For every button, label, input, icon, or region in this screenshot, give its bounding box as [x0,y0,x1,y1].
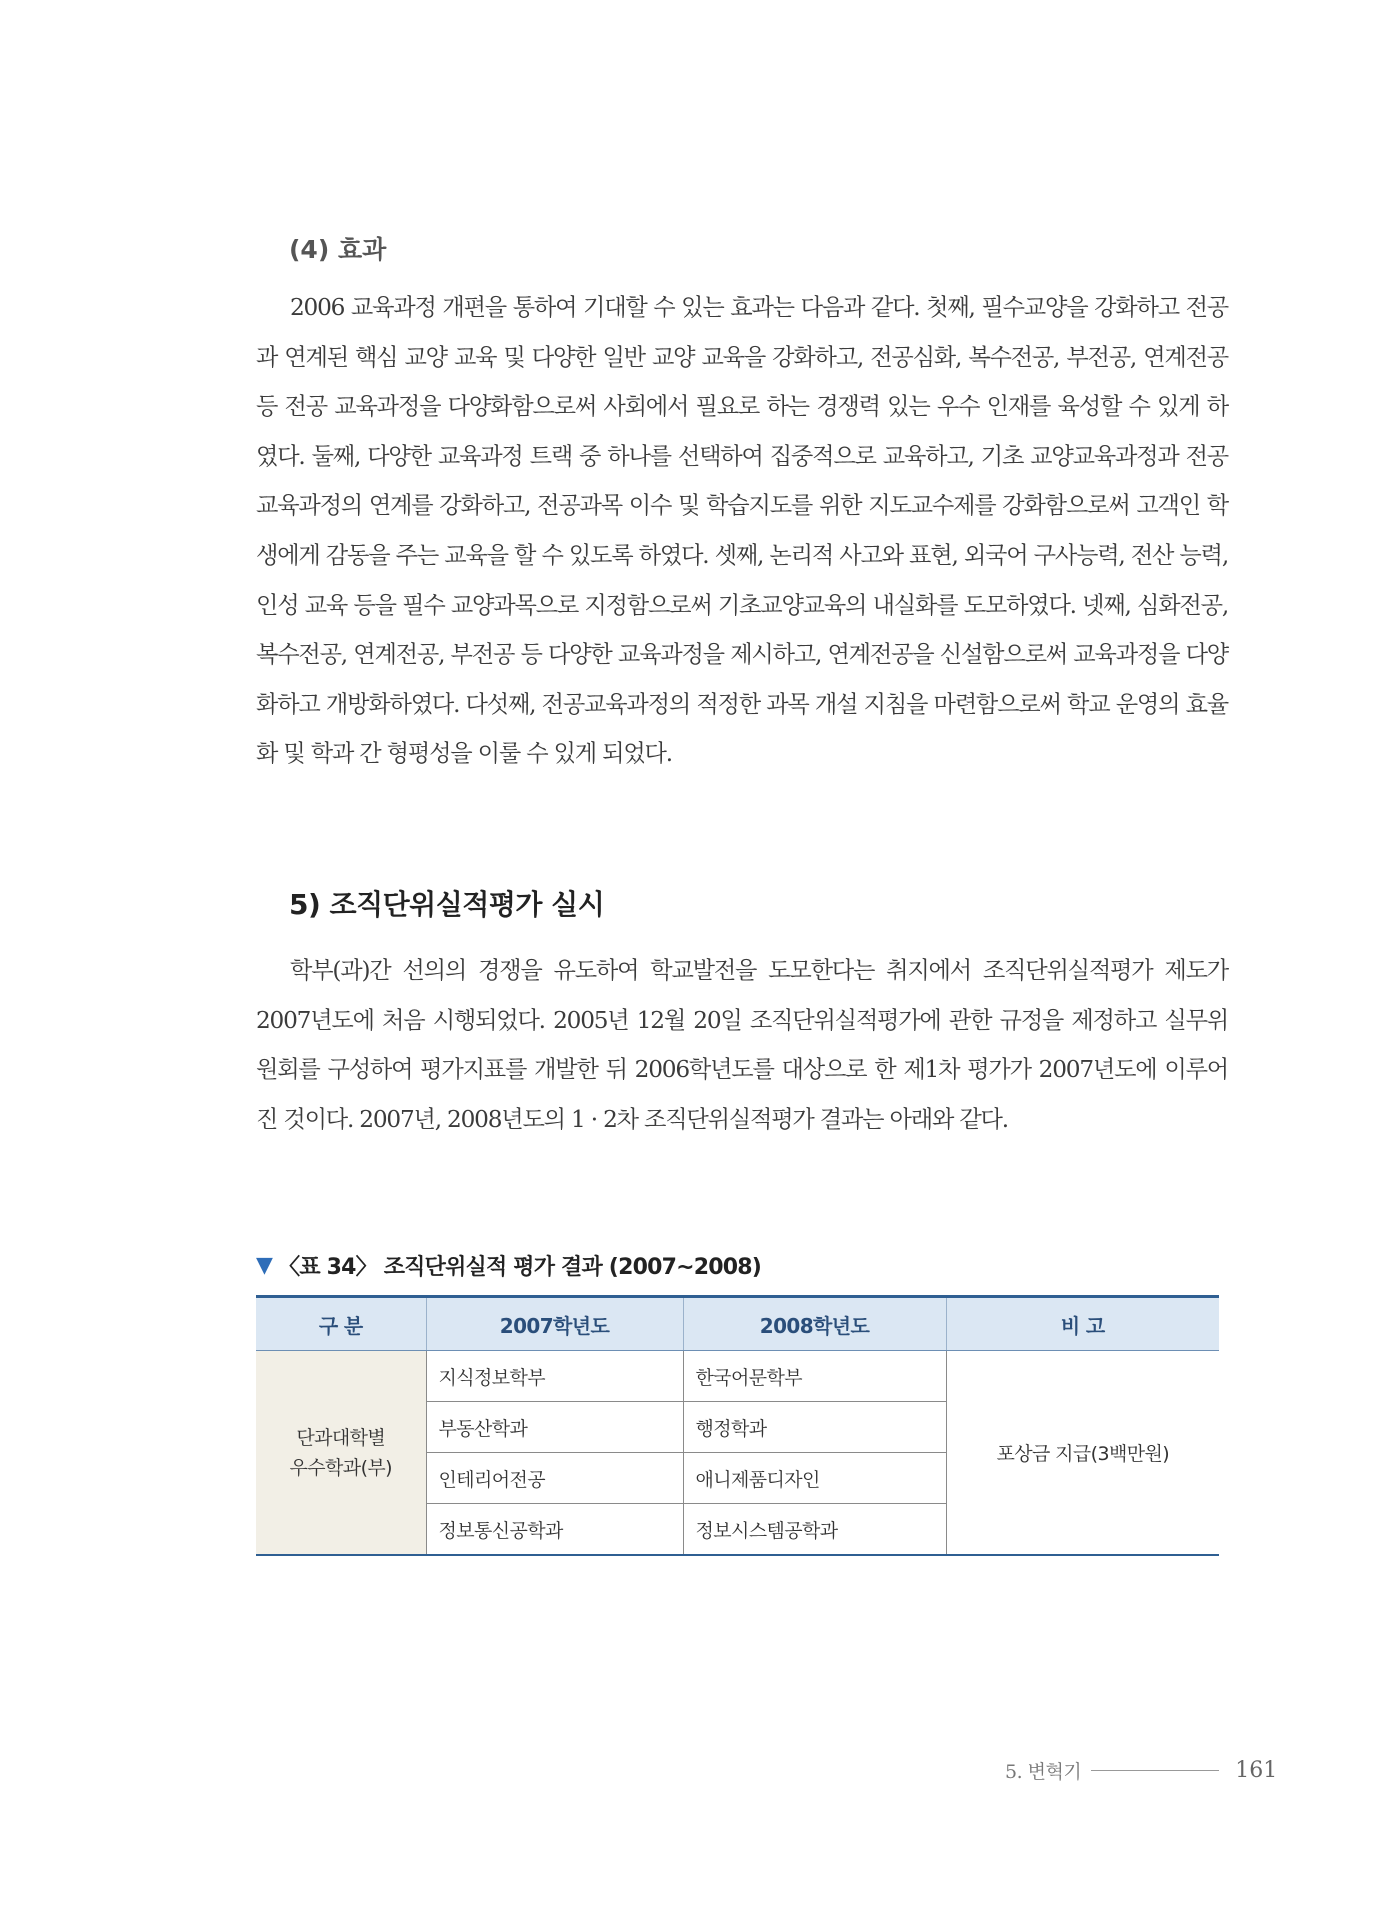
cell-2008: 한국어문학부 [683,1351,946,1402]
page-footer [1005,1757,1305,1784]
header-note: 비 고 [946,1297,1219,1351]
triangle-down-icon: ▼ [256,1253,273,1278]
group-label-cell [256,1351,426,1556]
table-row [256,1351,1219,1402]
cell-2007: 지식정보학부 [426,1351,683,1402]
cell-2007: 부동산학과 [426,1402,683,1453]
cell-2008: 행정학과 [683,1402,946,1453]
cell-2008: 애니제품디자인 [683,1453,946,1504]
page-number: 161 [1235,1758,1278,1783]
section-title: 5) 조직단위실적평가 실시 [289,888,605,921]
footer-rule [1091,1770,1219,1771]
cell-2008: 정보시스템공학과 [683,1504,946,1556]
table-caption [256,1250,761,1281]
section-body [256,946,1228,1144]
footer-chapter: 5. 변혁기 [1005,1761,1082,1783]
header-2008: 2008학년도 [683,1297,946,1351]
group-label: 단과대학별 우수학과(부) [289,1426,392,1479]
subsection-paragraph: 2006 교육과정 개편을 통하여 기대할 수 있는 효과는 다음과 같다. 첫째, 필수교양을 강화하고 전공과 연계된 핵심 교양 교육 및 다양한 일반 교양 교육을 강화하고, 전공심화, 복수전공, 부전공, 연계전공 등 전공 교육과정을 다양화함으로써 사회에서 필요로 하는 경쟁력 있는 우수 인재를 육성할 수 있게 하였다. 둘째, 다양한 교육과정 트랙 중 하나를 선택하여 집중적으로 교육하고, 기초 교양교육과정과 전공교육과정의 연계를 강화하고, 전공과목 이수 및 학습지도를 위한 지도교수제를 강화함으로써 고객인 학생에게 감동을 주는 교육을 할 수 있도록 하였다. 셋째, 논리적 사고와 표현, 외국어 구사능력, 전산 능력, 인성 교육 등을 필수 교양과목으로 지정함으로써 기초교양교육의 내실화를 도모하였다. 넷째, 심화전공, 복수전공, 연계전공, 부전공 등 다양한 교육과정을 제시하고, 연계전공을 신설함으로써 교육과정을 다양화하고 개방화하였다. 다섯째, 전공교육과정의 적정한 과목 개설 지침을 마련함으로써 학교 운영의 효율화 및 학과 간 형평성을 이룰 수 있게 되었다. [256,294,1228,768]
cell-2007: 인테리어전공 [426,1453,683,1504]
header-category: 구 분 [256,1297,426,1351]
cell-2007: 정보통신공학과 [426,1504,683,1556]
subsection-body [256,283,1228,779]
results-table [256,1295,1219,1556]
section-paragraph: 학부(과)간 선의의 경쟁을 유도하여 학교발전을 도모한다는 취지에서 조직단위실적평가 제도가 2007년도에 처음 시행되었다. 2005년 12월 20일 조직단위실적평가에 관한 규정을 제정하고 실무위원회를 구성하여 평가지표를 개발한 뒤 2006학년도를 대상으로 한 제1차 평가가 2007년도에 이루어진 것이다. 2007년, 2008년도의 1 · 2차 조직단위실적평가 결과는 아래와 같다. [256,957,1228,1133]
table-caption-text: 〈표 34〉 조직단위실적 평가 결과 (2007~2008) [278,1255,762,1280]
header-2007: 2007학년도 [426,1297,683,1351]
subsection-title: (4) 효과 [289,235,387,264]
table-header-row [256,1297,1219,1351]
note-cell: 포상금 지급(3백만원) [946,1351,1219,1556]
